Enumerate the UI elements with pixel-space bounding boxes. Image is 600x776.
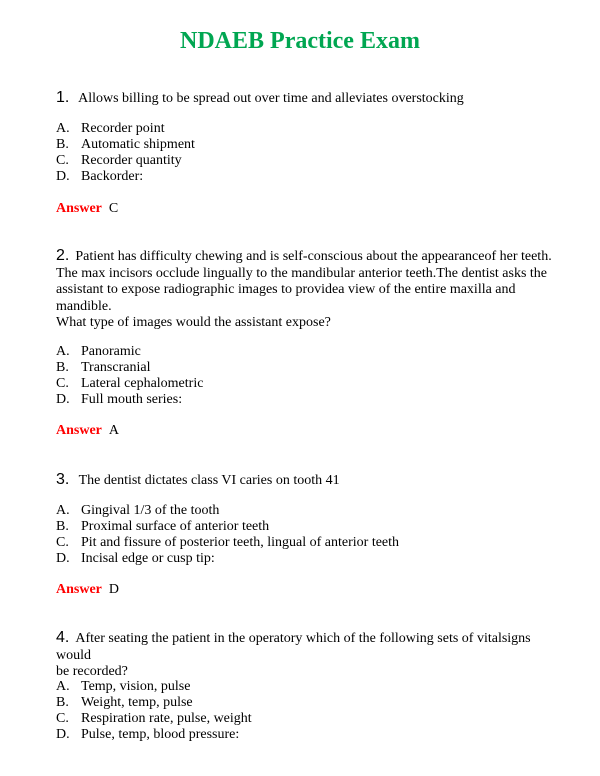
options-list-2: [56, 344, 203, 408]
option-c: [56, 711, 252, 727]
option-text: Pit and fissure of posterior teeth, lingual of anterior teeth: [81, 535, 400, 550]
option-letter: B.: [56, 695, 69, 710]
option-text: Temp, vision, pulse: [81, 679, 191, 694]
option-c: [56, 153, 195, 169]
option-c: [56, 376, 203, 392]
question-line: [56, 630, 556, 664]
answer-label: Answer: [56, 582, 102, 597]
option-letter: B.: [56, 519, 69, 534]
page-title: NDAEB Practice Exam: [180, 28, 420, 54]
option-text: Automatic shipment: [81, 137, 195, 152]
option-text: Transcranial: [81, 360, 151, 375]
option-letter: B.: [56, 360, 69, 375]
option-text: Lateral cephalometric: [81, 376, 204, 391]
answer-value: D: [108, 582, 120, 597]
option-text: Recorder quantity: [81, 153, 182, 168]
option-letter: D.: [56, 392, 70, 407]
option-d: [56, 551, 399, 567]
option-text: Pulse, temp, blood pressure:: [81, 727, 240, 742]
question-text: The dentist dictates class VI caries on tooth 41: [78, 473, 340, 488]
option-text: Weight, temp, pulse: [81, 695, 193, 710]
option-d: [56, 169, 195, 185]
option-text: Incisal edge or cusp tip:: [81, 551, 215, 566]
option-d: [56, 727, 252, 743]
question-line: [56, 248, 556, 266]
answer-label: Answer: [56, 423, 102, 438]
option-b: [56, 137, 195, 153]
option-letter: A.: [56, 121, 70, 136]
question-line: be recorded?: [56, 664, 128, 679]
question-line: The max incisors occlude lingually to the mandibular anterior teeth.The dentist asks the: [56, 265, 548, 281]
question-text: Patient has difficulty chewing and is self-conscious about the appearanceof her teeth.: [75, 249, 552, 264]
question-number: 3.: [56, 471, 70, 488]
answer-label: Answer: [56, 201, 102, 216]
question-line: assistant to expose radiographic images to providea view of the entire maxilla and: [56, 282, 516, 297]
options-list-3: [56, 503, 399, 567]
answer-1: [56, 201, 118, 217]
option-b: [56, 360, 203, 376]
option-text: Backorder:: [81, 169, 144, 184]
question-text: After seating the patient in the operatory which of the following sets of vitalsigns would: [56, 631, 531, 663]
option-letter: C.: [56, 711, 69, 726]
option-text: Recorder point: [81, 121, 165, 136]
question-text: Allows billing to be spread out over time and alleviates overstocking: [78, 91, 464, 106]
option-letter: C.: [56, 376, 69, 391]
answer-2: [56, 423, 119, 439]
option-letter: D.: [56, 169, 70, 184]
option-letter: D.: [56, 727, 70, 742]
question-line: What type of images would the assistant expose?: [56, 315, 331, 330]
options-list-4: [56, 679, 252, 743]
option-a: [56, 679, 252, 695]
option-letter: C.: [56, 153, 69, 168]
question-1: [56, 90, 556, 108]
option-a: [56, 344, 203, 360]
question-2: [56, 248, 556, 332]
option-letter: C.: [56, 535, 69, 550]
question-line: mandible.: [56, 298, 112, 314]
option-letter: B.: [56, 137, 69, 152]
option-text: Full mouth series:: [81, 392, 183, 407]
option-letter: A.: [56, 503, 70, 518]
question-3: [56, 472, 556, 490]
option-d: [56, 392, 203, 408]
answer-value: C: [108, 201, 119, 216]
option-text: Respiration rate, pulse, weight: [81, 711, 252, 726]
question-number: 1.: [56, 89, 70, 106]
option-c: [56, 535, 399, 551]
question-number: 4.: [56, 629, 70, 646]
option-b: [56, 695, 252, 711]
question-4: [56, 630, 556, 681]
question-number: 2.: [56, 247, 70, 264]
answer-value: A: [108, 423, 120, 438]
option-a: [56, 121, 195, 137]
answer-3: [56, 582, 119, 598]
option-letter: D.: [56, 551, 70, 566]
option-text: Panoramic: [81, 344, 141, 359]
option-letter: A.: [56, 344, 70, 359]
options-list-1: [56, 121, 195, 185]
option-text: Proximal surface of anterior teeth: [81, 519, 270, 534]
option-text: Gingival 1/3 of the tooth: [81, 503, 220, 518]
option-b: [56, 519, 399, 535]
option-letter: A.: [56, 679, 70, 694]
option-a: [56, 503, 399, 519]
